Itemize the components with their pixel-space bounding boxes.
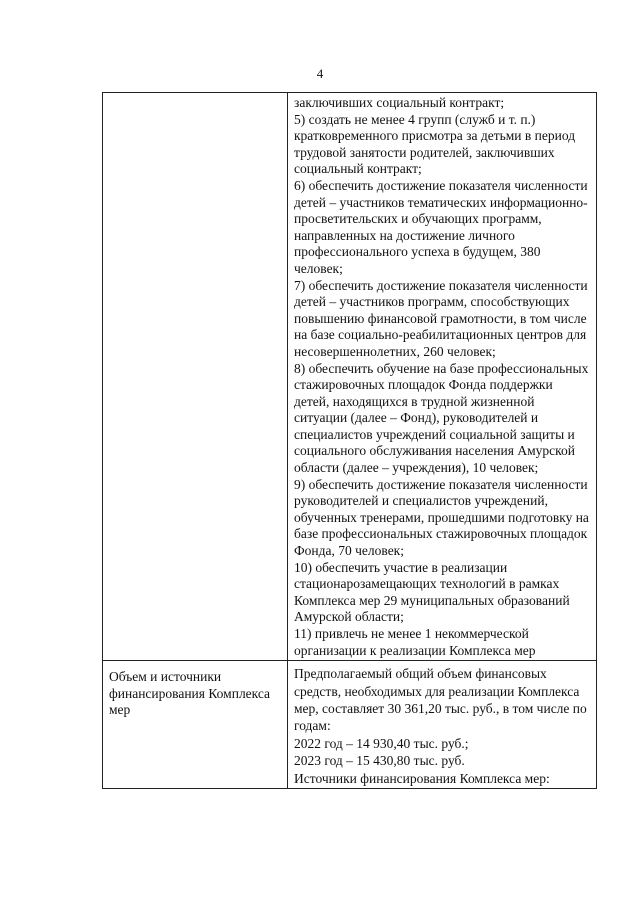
- goal-item-7: 7) обеспечить достижение показателя численности детей – участников программ, способствующих повышению финансовой грамотности, в том числе на базе социально-реабилитационных центров для несовершеннолетних, 260 человек;: [294, 277, 588, 359]
- table-cell-funding: [288, 661, 597, 789]
- funding-2023: 2023 год – 15 430,80 тыс. руб.: [294, 753, 465, 769]
- page-number: 4: [316, 66, 324, 81]
- funding-2022: 2022 год – 14 930,40 тыс. руб.;: [294, 735, 469, 751]
- goal-item-6: 6) обеспечить достижение показателя численности детей – участников тематических информационно-просветительских и обучающих программ, направленных на достижение личного профессионального успеха в будущем, 380 человек;: [294, 177, 588, 276]
- table-row: [103, 661, 597, 789]
- goal-item-11: 11) привлечь не менее 1 некоммерческой организации к реализации Комплекса мер: [294, 626, 536, 658]
- table-cell-funding-label: Объем и источники финансирования Комплекса мер: [103, 661, 288, 789]
- goal-item-5: 5) создать не менее 4 групп (служб и т. п.) кратковременного присмотра за детьми в период трудовой занятости родителей, заключивших социальный контракт;: [294, 111, 576, 177]
- table-cell-goals: [288, 93, 597, 661]
- table-cell-label: [103, 93, 288, 661]
- goal-item-8: 8) обеспечить обучение на базе профессиональных стажировочных площадок Фонда поддержки детей, находящихся в трудной жизненной ситуации (далее – Фонд), руководителей и специалистов учреждений социальной защиты и социального обслуживания населения Амурской области (далее – учреждения), 10 человек;: [294, 360, 589, 476]
- goal-item-9: 9) обеспечить достижение показателя численности руководителей и специалистов учреждений, обученных тренерами, прошедшими подготовку на базе профессиональных стажировочных площадок Фонда, 70 человек;: [294, 476, 589, 559]
- table-row: [103, 93, 597, 661]
- funding-total: Предполагаемый общий объем финансовых средств, необходимых для реализации Комплекса мер, составляет 30 361,20 тыс. руб., в том числе по годам:: [294, 666, 587, 734]
- program-passport-table: [102, 92, 597, 789]
- goal-item: заключивших социальный контракт;: [294, 95, 505, 110]
- funding-sources-heading: Источники финансирования Комплекса мер:: [294, 770, 550, 786]
- goal-item-10: 10) обеспечить участие в реализации стационарозамещающих технологий в рамках Комплекса мер 29 муниципальных образований Амурской области;: [294, 559, 570, 625]
